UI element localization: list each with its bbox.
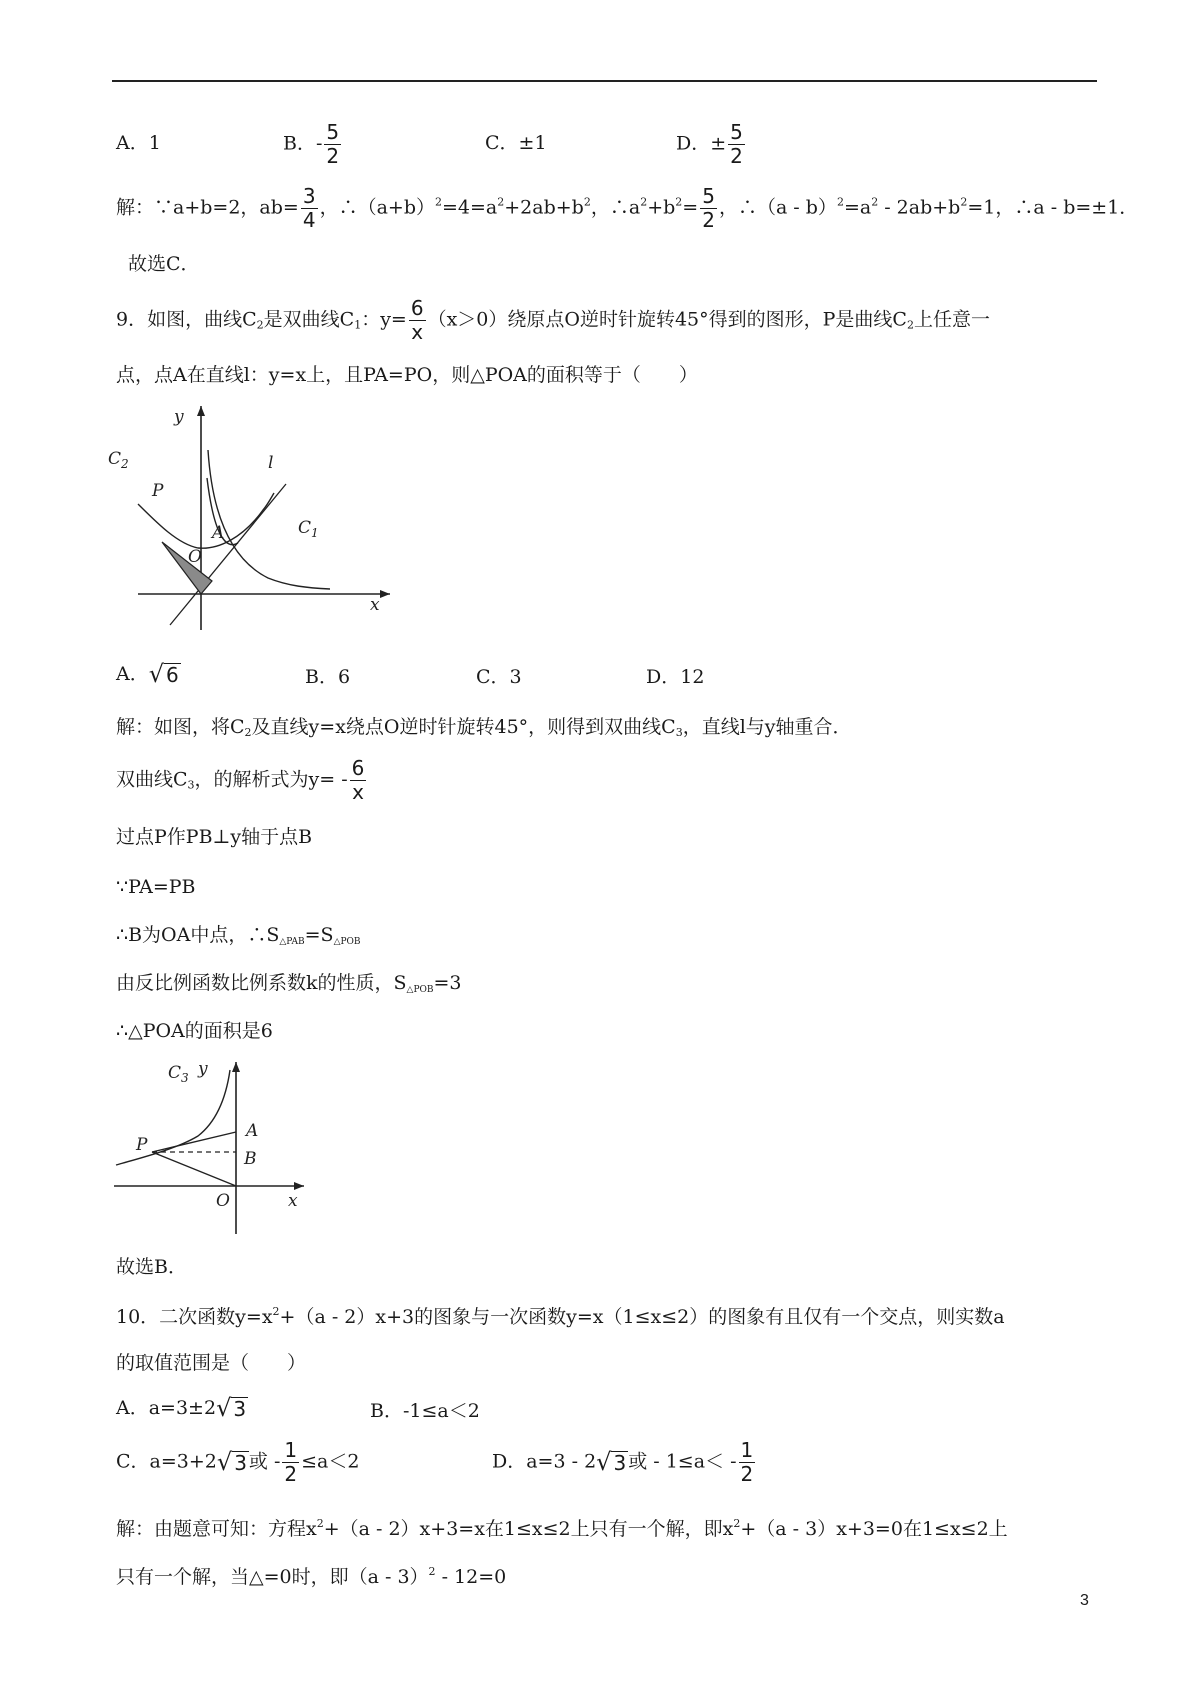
q9-solution-line4: ∵PA=PB [116,876,196,898]
label-c1: $C_1$ [298,518,319,540]
sqrt: √ 3 [596,1447,627,1476]
label-x: x [370,595,380,615]
q8-option-a: A．1 [116,132,161,154]
fraction: $\frac{1}{2}$ [284,1438,298,1486]
label-c3: $C_3$ [168,1063,189,1085]
q10-option-a: A．a=3±2 √ 3 [116,1394,247,1422]
label-c2: $C_2$ [108,449,129,471]
segment-pa [152,1132,236,1152]
q9-solution-line3: 过点P作PB⊥y轴于点B [116,826,313,848]
q9-option-b: B．6 [305,666,351,688]
q8-option-d: D．± $\frac{5}{2}$ [676,120,743,168]
q9-solution-figure [108,1048,318,1238]
q9-answer: 故选B． [116,1256,187,1278]
curve-c2 [138,493,274,548]
label-p: P [136,1135,148,1155]
sqrt: √ 3 [216,1447,247,1476]
q9-stem-line2: 点，点A在直线l：y=x上，且PA=PO，则△POA的面积等于（ ） [116,364,698,386]
q9-figure-hyperbola [108,398,398,638]
label-o: O [188,547,202,567]
q9-option-d: D．12 [646,666,705,688]
label-x: x [288,1191,298,1211]
segment-po [152,1152,236,1186]
fraction: $\frac{5}{2}$ [730,120,743,168]
q10-stem-line2: 的取值范围是（ ） [116,1352,307,1374]
header-rule [112,80,1097,82]
q10-option-b: B．-1≤a＜2 [370,1400,480,1422]
fraction: $\frac{6}{x}$ [351,756,365,804]
label-a: A [246,1121,259,1141]
sqrt: √ 3 [216,1394,247,1422]
q8-solution: 解：∵a+b=2，ab= $\frac{3}{4}$ ，$\therefore(a+b)^2=4=a^2+2ab+b^2$，$\therefore a^2+b^2=$ $\frac{5}{2}$ ，∴（a - $b)^2=a^2 - 2ab+b^2=1$，∴a - b=±1． [116,184,1139,232]
q9-option-c: C．3 [476,666,522,688]
q10-solution-line1: 解：由题意可知：方程$x^2+(a - 2)x+3=x$在1≤x≤2上只有一个解，即$x^2+(a - 3)x+3=0$在1≤x≤2上 [116,1517,1008,1540]
x-axis-arrow [294,1182,304,1190]
fraction: $\frac{1}{2}$ [740,1438,754,1486]
q10-option-c: C．a=3+2 √ 3 或 - $\frac{1}{2}$ ≤a＜2 [116,1438,360,1486]
q9-stem-line1: 9．如图，曲线$C_2$是双曲线$C_1$：y= $\frac{6}{x}$ （x＞0）绕原点O逆时针旋转45°得到的图形，P是曲线$C_2$上任意一 [116,296,990,344]
q8-option-b: B．- $\frac{5}{2}$ [283,120,340,168]
label-y: y [174,407,184,427]
fraction: $\frac{3}{4}$ [302,184,316,232]
x-axis-arrow [380,590,390,598]
q9-solution-line1: 解：如图，将$C_2$及直线y=x绕点O逆时针旋转45°，则得到双曲线$C_3$，直线l与y轴重合． [116,716,852,739]
fraction: $\frac{6}{x}$ [410,296,424,344]
q8-answer: 故选C． [128,253,200,275]
label-b: B [244,1149,257,1169]
triangle-poa [162,542,212,594]
q9-solution-line6: 由反比例函数比例系数k的性质，S△POB=3 [116,972,462,995]
y-axis-arrow [232,1062,240,1072]
label-a: A [212,523,225,543]
q9-solution-line5: ∴B为OA中点，∴S△PAB=S△POB [116,924,361,947]
label-p: P [152,481,164,501]
fraction: $\frac{5}{2}$ [702,184,715,232]
sqrt: √ 6 [148,660,179,688]
q10-solution-line2: 只有一个解，当△=0时，即（a - 3）$^2$ - 12=0 [116,1565,507,1588]
q8-option-c: C．±1 [485,132,547,154]
q10-option-d: D．a=3 - 2 √ 3 或 - 1≤a＜ - $\frac{1}{2}$ [492,1438,754,1486]
q9-solution-line7: ∴△POA的面积是6 [116,1020,273,1042]
q9-option-a: A． √ 6 [116,660,179,688]
fraction: $\frac{5}{2}$ [326,120,340,168]
y-axis-arrow [197,406,205,416]
label-y: y [198,1059,208,1079]
label-o: O [216,1191,230,1211]
label-l: l [268,453,274,473]
q9-solution-line2: 双曲线$C_3$，的解析式为y= - $\frac{6}{x}$ [116,756,365,804]
q10-stem-line1: 10．二次函数$y=x^2+(a - 2)x+3$的图象与一次函数y=x（1≤x≤2）的图象有且仅有一个交点，则实数a [116,1305,1005,1328]
page-number: 3 [1080,1592,1089,1609]
curve-c3 [116,1070,230,1165]
